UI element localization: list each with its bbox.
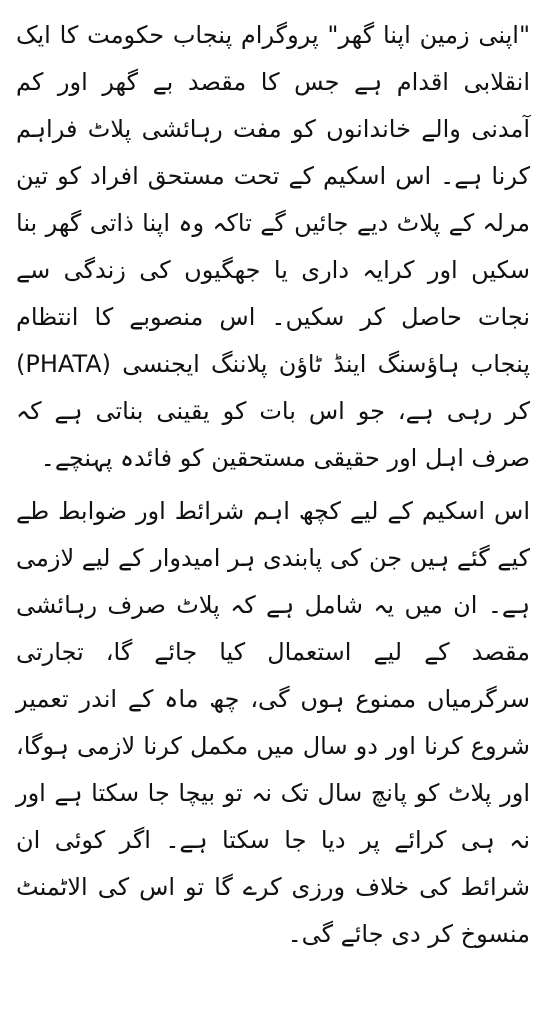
paragraph-terms-and-conditions: اس اسکیم کے لیے کچھ اہم شرائط اور ضوابط طے کیے گئے ہیں جن کی پابندی ہر امیدوار کے لیے لازمی ہے۔ ان میں یہ شامل ہے کہ پلاٹ صرف رہائشی مقصد کے لیے استعمال کیا جائے گا، تجارتی سرگرمیاں ممنوع ہوں گی، چھ ماہ کے اندر تعمیر شروع کرنا اور دو سال میں مکمل کرنا لازمی ہوگا، اور پلاٹ کو پانچ سال تک نہ تو بیچا جا سکتا ہے اور نہ ہی کرائے پر دیا جا سکتا ہے۔ اگر کوئی ان شرائط کی خلاف ورزی کرے گا تو اس کی الاٹمنٹ منسوخ کر دی جائے گی۔	[16, 497, 530, 948]
paragraph-scheme-overview: "اپنی زمین اپنا گھر" پروگرام پنجاب حکومت کا ایک انقلابی اقدام ہے جس کا مقصد بے گھر اور کم آمدنی والے خاندانوں کو مفت رہائشی پلاٹ فراہم کرنا ہے۔ اس اسکیم کے تحت مستحق افراد کو تین مرلہ کے پلاٹ دیے جائیں گے تاکہ وہ اپنا ذاتی گھر بنا سکیں اور کرایہ داری یا جھگیوں کی زندگی سے نجات حاصل کر سکیں۔ اس منصوبے کا انتظام پنجاب ہاؤسنگ اینڈ ٹاؤن پلاننگ ایجنسی (PHATA) کر رہی ہے، جو اس بات کو یقینی بناتی ہے کہ صرف اہل اور حقیقی مستحقین کو فائدہ پہنچے۔	[16, 21, 530, 472]
